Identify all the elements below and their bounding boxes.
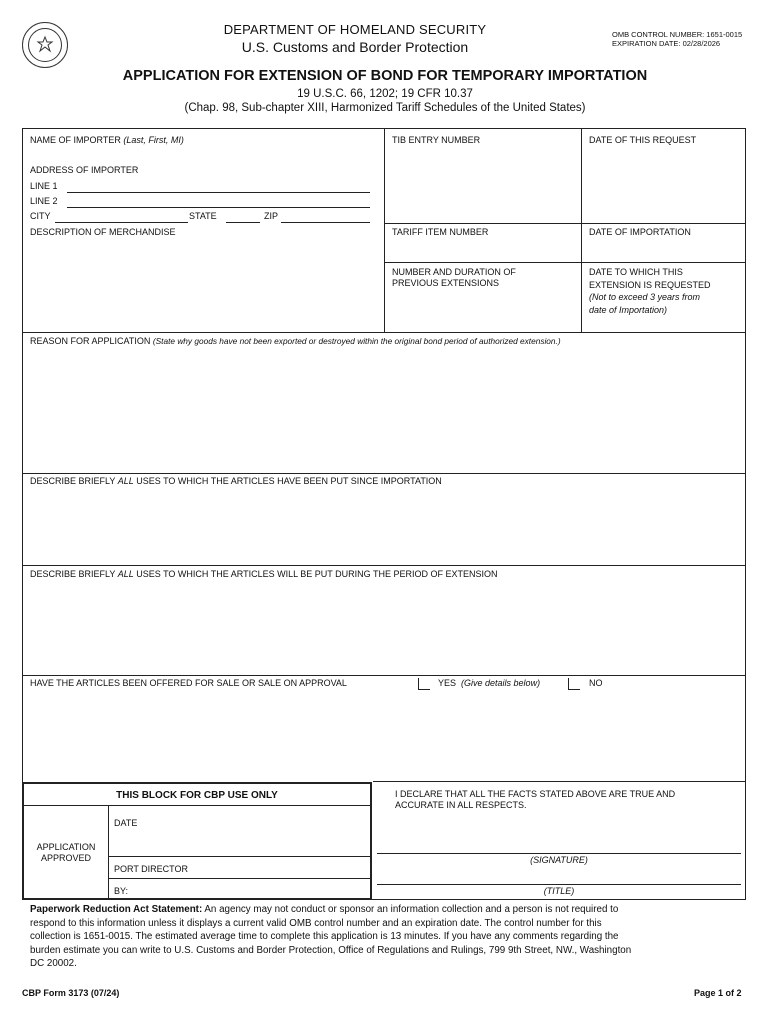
uses-during-extension-label: DESCRIBE BRIEFLY ALL USES TO WHICH THE ARTICLES WILL BE PUT DURING THE PERIOD OF EXTENSION	[30, 569, 498, 579]
department-name: DEPARTMENT OF HOMELAND SECURITY	[223, 22, 487, 37]
no-label: NO	[589, 678, 603, 688]
previous-extensions-label: NUMBER AND DURATION OF PREVIOUS EXTENSIONS	[392, 267, 516, 288]
yes-checkbox[interactable]	[418, 678, 430, 690]
omb-info	[612, 30, 742, 48]
application-approved-label: APPLICATION APPROVED	[36, 842, 96, 863]
agency-name: U.S. Customs and Border Protection	[241, 39, 469, 55]
form-subtitle-chapter: (Chap. 98, Sub-chapter XIII, Harmonized Tariff Schedules of the United States)	[184, 102, 586, 114]
offered-for-sale-label: HAVE THE ARTICLES BEEN OFFERED FOR SALE OR SALE ON APPROVAL	[30, 678, 347, 688]
date-of-importation-label: DATE OF IMPORTATION	[589, 227, 691, 237]
port-director-label: PORT DIRECTOR	[114, 864, 189, 874]
zip-field[interactable]	[281, 222, 370, 223]
state-label: STATE	[189, 211, 217, 221]
line1-label: LINE 1	[30, 181, 58, 191]
reason-label: REASON FOR APPLICATION (State why goods have not been exported or destroyed within the original bond period of authorized extension.)	[30, 336, 561, 346]
yes-label: YES (Give details below)	[438, 678, 541, 688]
city-label: CITY	[30, 211, 51, 221]
uses-since-importation-label: DESCRIBE BRIEFLY ALL USES TO WHICH THE ARTICLES HAVE BEEN PUT SINCE IMPORTATION	[30, 476, 442, 486]
state-field[interactable]	[226, 222, 260, 223]
tib-entry-label: TIB ENTRY NUMBER	[392, 135, 481, 145]
tariff-item-label: TARIFF ITEM NUMBER	[392, 227, 489, 237]
title-field[interactable]	[377, 884, 741, 885]
importer-name-label: NAME OF IMPORTER (Last, First, MI)	[30, 135, 184, 145]
address-label: ADDRESS OF IMPORTER	[30, 165, 139, 175]
signature-label: (SIGNATURE)	[530, 855, 588, 865]
date-of-request-label: DATE OF THIS REQUEST	[589, 135, 697, 145]
declaration-text: I DECLARE THAT ALL THE FACTS STATED ABOVE ARE TRUE AND ACCURATE IN ALL RESPECTS.	[395, 789, 676, 810]
line2-label: LINE 2	[30, 196, 58, 206]
cbp-use-block	[22, 782, 372, 900]
form-title: APPLICATION FOR EXTENSION OF BOND FOR TEMPORARY IMPORTATION	[122, 68, 648, 84]
cbp-date-label: DATE	[114, 818, 138, 828]
extension-date-label: DATE TO WHICH THIS EXTENSION IS REQUESTED (Not to exceed 3 years from date of Importation)	[589, 267, 711, 315]
omb-control-number: OMB CONTROL NUMBER: 1651-0015	[612, 30, 743, 39]
city-field[interactable]	[55, 222, 188, 223]
page-number: Page 1 of 2	[694, 988, 742, 998]
merchandise-label: DESCRIPTION OF MERCHANDISE	[30, 227, 176, 237]
no-checkbox[interactable]	[568, 678, 580, 690]
form-subtitle-citation: 19 U.S.C. 66, 1202; 19 CFR 10.37	[297, 88, 473, 100]
signature-field[interactable]	[377, 853, 741, 854]
by-label: BY:	[114, 886, 129, 896]
expiration-date: EXPIRATION DATE: 02/28/2026	[612, 39, 721, 48]
cbp-block-title: THIS BLOCK FOR CBP USE ONLY	[116, 790, 278, 801]
zip-label: ZIP	[264, 211, 279, 221]
form-number: CBP Form 3173 (07/24)	[22, 988, 120, 998]
title-label: (TITLE)	[543, 886, 575, 896]
line1-field[interactable]	[67, 192, 370, 193]
line2-field[interactable]	[67, 207, 370, 208]
paperwork-reduction-statement: Paperwork Reduction Act Statement: An agency may not conduct or sponsor an information collection and a person is not required to respond to this information unless it displays a current valid OMB control number and an expiration date. The control number for this collection is 1651-0015. The estimated average time to complete this application is 13 minutes. If you have any comments regarding the burden estimate you can write to U.S. Customs and Border Protection, Office of Regulations and Rulings, 799 9th Street, NW., Washington DC 20002.	[30, 904, 632, 969]
